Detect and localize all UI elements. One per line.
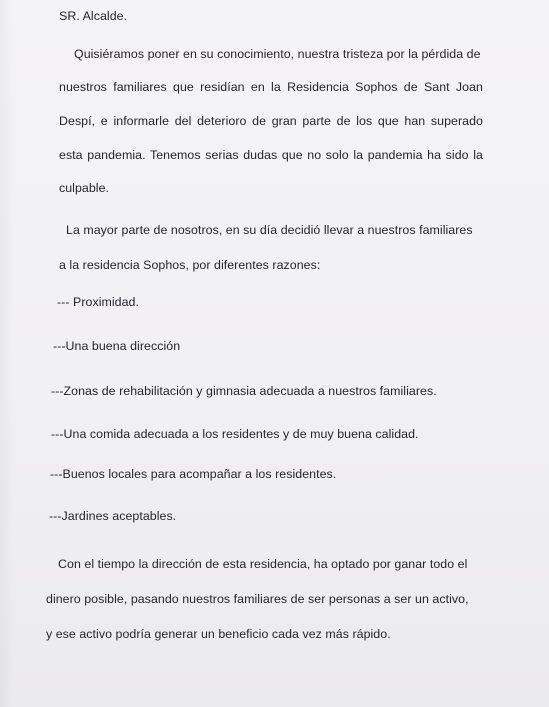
salutation: SR. Alcalde.: [59, 9, 128, 23]
paragraph1-line5: culpable.: [59, 181, 110, 195]
paragraph1-line4: esta pandemia. Tenemos serias dudas que no solo la pandemia ha sido la: [59, 148, 483, 162]
paragraph1-line2: nuestros familiares que residían en la Residencia Sophos de Sant Joan: [59, 80, 483, 94]
paragraph2-line2: a la residencia Sophos, por diferentes razones:: [59, 258, 321, 272]
paragraph1-line1: Quisiéramos poner en su conocimiento, nuestra tristeza por la pérdida de: [74, 47, 481, 61]
paragraph1-line3: Despí, e informarle del deterioro de gran parte de los que han superado: [59, 114, 483, 128]
paragraph2-line1: La mayor parte de nosotros, en su día decidió llevar a nuestros familiares: [66, 223, 473, 237]
paragraph3-line3: y ese activo podría generar un beneficio cada vez más rápido.: [46, 627, 391, 641]
paragraph3-line1: Con el tiempo la dirección de esta residencia, ha optado por ganar todo el: [58, 557, 468, 571]
reason-item: ---Una buena dirección: [53, 339, 181, 353]
reason-item: ---Buenos locales para acompañar a los residentes.: [50, 467, 337, 481]
reason-item: ---Zonas de rehabilitación y gimnasia adecuada a nuestros familiares.: [51, 384, 437, 398]
page-edge-shadow: [0, 0, 14, 707]
paragraph3-line2: dinero posible, pasando nuestros familiares de ser personas a ser un activo,: [46, 592, 469, 606]
reason-item: --- Proximidad.: [57, 295, 139, 309]
reason-item: ---Una comida adecuada a los residentes y de muy buena calidad.: [51, 427, 419, 441]
reason-item: ---Jardines aceptables.: [49, 509, 177, 523]
